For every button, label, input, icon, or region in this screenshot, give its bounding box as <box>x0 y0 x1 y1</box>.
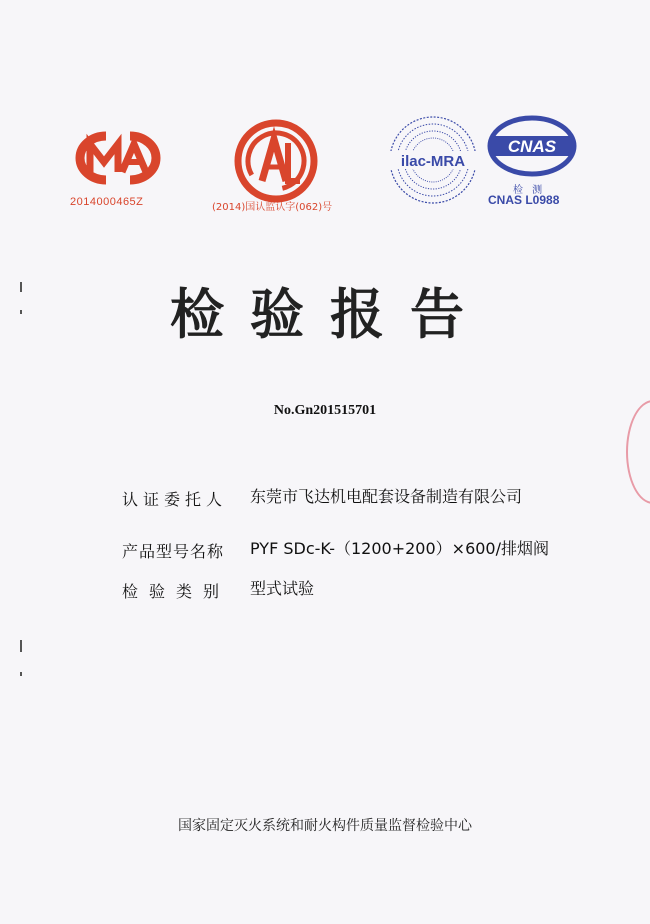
report-number: No.Gn201515701 <box>273 403 377 418</box>
cma-logo <box>66 128 170 188</box>
binding-mark <box>20 282 22 292</box>
svg-text:CNAS: CNAS <box>507 137 557 156</box>
issuer-name: 国家固定灭火系统和耐火构件质量监督检验中心 <box>178 818 472 834</box>
svg-text:ilac-MRA: ilac-MRA <box>400 153 466 170</box>
field-category-label: 检验类别 <box>122 582 231 601</box>
cnas-logo <box>486 112 578 182</box>
cnas-subtitle: 检 测 <box>513 185 546 196</box>
binding-mark <box>20 640 22 652</box>
cnas-code: CNAS L0988 <box>488 193 560 207</box>
cal-logo <box>232 117 320 205</box>
field-client-value: 东莞市飞达机电配套设备制造有限公司 <box>250 487 523 506</box>
report-title: 检验报告 <box>170 283 490 346</box>
field-product-value: PYF SDc-K-（1200+200）×600/排烟阀 <box>250 539 549 558</box>
binding-mark <box>20 310 22 314</box>
cal-registration: (2014)国认监认字(062)号 <box>212 202 333 213</box>
cma-number: 2014000465Z <box>70 196 144 208</box>
field-client-label: 认证委托人 <box>122 490 228 509</box>
ilac-mra-logo <box>386 115 480 205</box>
binding-mark <box>20 672 22 676</box>
field-category-value: 型式试验 <box>250 579 315 598</box>
field-product-label: 产品型号名称 <box>122 542 225 561</box>
